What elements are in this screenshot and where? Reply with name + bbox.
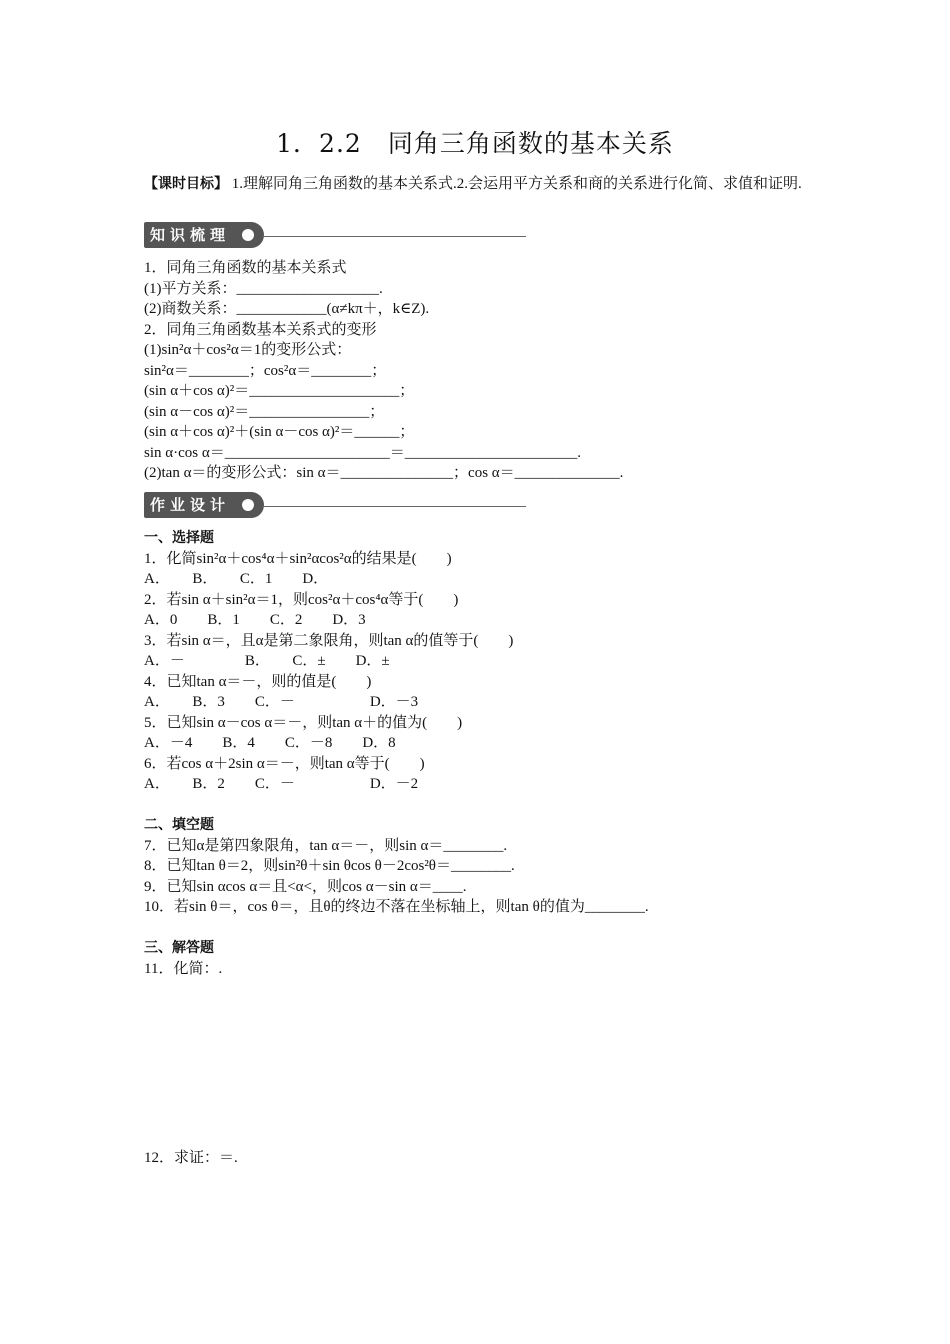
knowledge-section [144,258,824,484]
knowledge-line: (sin α＋cos α)²＋(sin α－cos α)²＝______； [144,424,415,440]
knowledge-line: sin α·cos α＝______________________＝_______________________. [144,444,581,461]
question-line: 12．求证：＝. [144,1150,238,1166]
section-heading: 二、填空题 [144,817,214,833]
knowledge-line: (2)tan α＝的变形公式：sin α＝_______________；cos α＝______________. [144,465,624,481]
question-line: A． B．2 C．－ D．－2 [144,776,419,792]
question-line: 5．已知sin α－cos α＝－，则tan α＋的值为( ) [144,714,463,731]
homework-section [144,528,824,979]
knowledge-line: 2．同角三角函数基本关系式的变形 [144,321,377,338]
knowledge-banner [144,222,526,248]
divider [262,506,526,507]
question-line: A． B．3 C．－ D．－3 [144,694,419,710]
knowledge-line: (1)sin²α＋cos²α＝1的变形公式： [144,342,352,358]
question-line: 8．已知tan θ＝2，则sin²θ＋sin θcos θ－2cos²θ＝________. [144,858,515,874]
question-line: A． B． C．1 D． [144,571,329,587]
goal-text: 1.理解同角三角函数的基本关系式.2.会运用平方关系和商的关系进行化简、求值和证明. [228,176,802,192]
question-line: 11．化简：. [144,960,223,977]
question-line: A．－4 B．4 C．－8 D．8 [144,735,396,751]
question-line: 9．已知sin αcos α＝且<α<，则cos α－sin α＝____. [144,878,467,895]
question-line: 3．若sin α＝，且α是第二象限角，则tan α的值等于( ) [144,632,514,649]
question-line: A．－ B． C．± D．± [144,653,390,669]
knowledge-line: sin²α＝________；cos²α＝________； [144,362,387,379]
circle-icon [242,229,254,241]
lesson-goal [144,174,812,195]
circle-icon [242,499,254,511]
question-line: A．0 B．1 C．2 D．3 [144,612,366,628]
question-line: 2．若sin α＋sin²α＝1，则cos²α＋cos⁴α等于( ) [144,591,459,608]
question-line: 1．化简sin²α＋cos⁴α＋sin²αcos²α的结果是( ) [144,550,452,567]
question-line: 6．若cos α＋2sin α＝－，则tan α等于( ) [144,755,425,772]
knowledge-line: (2)商数关系：____________(α≠kπ＋，k∈Z). [144,301,430,317]
section-heading: 一、选择题 [144,530,214,546]
page-title: 1．2.2 同角三角函数的基本关系 [276,129,674,158]
section-heading: 三、解答题 [144,940,214,956]
question-line: 10．若sin θ＝，cos θ＝，且θ的终边不落在坐标轴上，则tan θ的值为________. [144,899,649,915]
goal-tag: 【课时目标】 [144,176,228,192]
knowledge-line: (sin α－cos α)²＝________________； [144,403,385,420]
homework-banner-label: 作业设计 [150,496,231,514]
knowledge-banner-label: 知识梳理 [150,226,231,244]
divider [262,236,526,237]
question-line: 4．已知tan α＝－，则的值是( ) [144,673,372,690]
question-line: 7．已知α是第四象限角，tan α＝－，则sin α＝________. [144,837,508,854]
knowledge-line: 1．同角三角函数的基本关系式 [144,260,347,276]
knowledge-line: (sin α＋cos α)²＝____________________； [144,383,415,399]
homework-banner [144,492,526,518]
knowledge-line: (1)平方关系：___________________. [144,280,383,297]
question-12 [144,1148,824,1169]
